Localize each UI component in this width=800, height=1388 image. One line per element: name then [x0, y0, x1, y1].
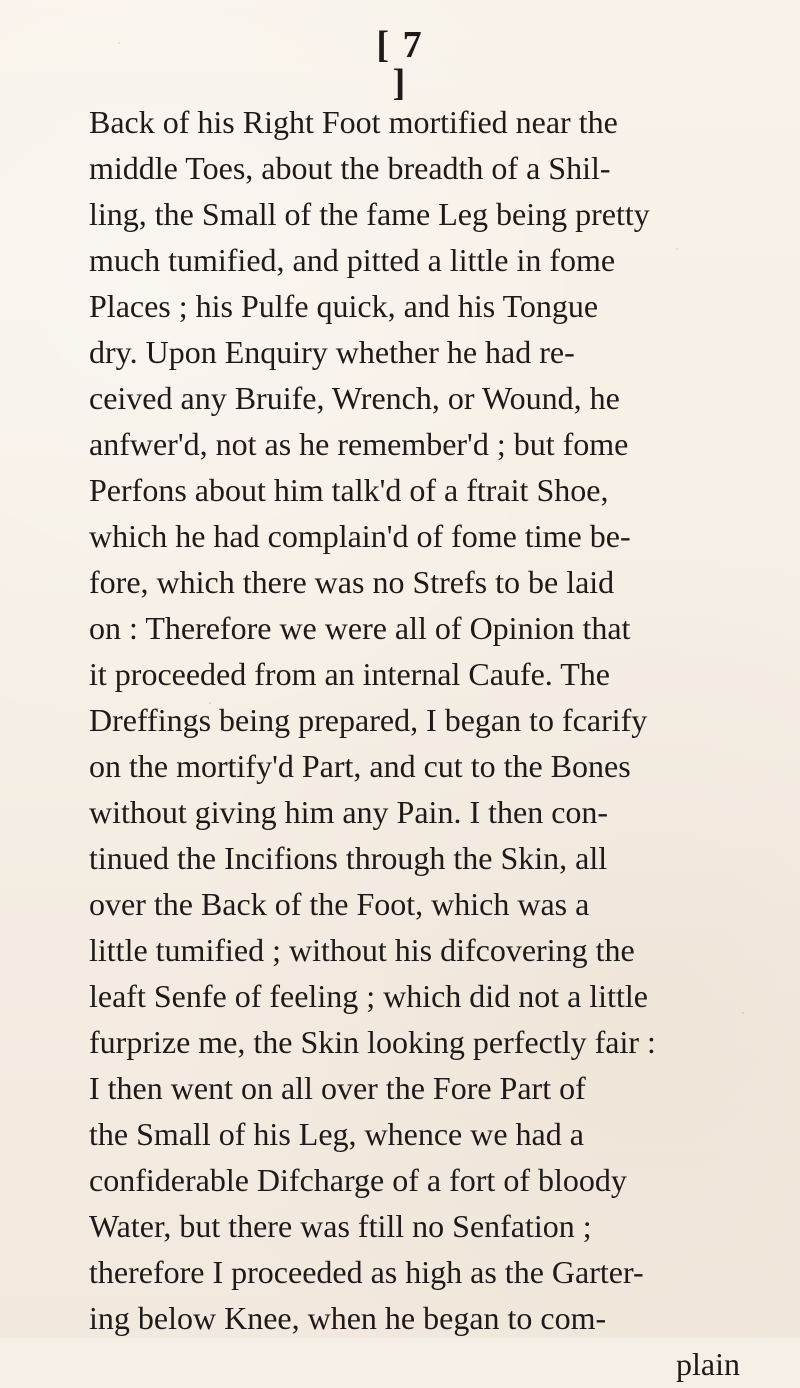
text-line-28: plain: [676, 1346, 740, 1382]
page-number: [ 7 ]: [376, 24, 424, 104]
text-line-22: I then went on all over the Fore Part of: [89, 1070, 586, 1106]
text-line-12: on : Therefore we were all of Opinion that: [89, 610, 631, 646]
text-line-3: ling, the Small of the fame Leg being pretty: [89, 196, 650, 232]
text-line-10: which he had complain'd of fome time be-: [89, 518, 631, 554]
text-line-13: it proceeded from an internal Caufe. The: [89, 656, 610, 692]
paper-speck: [118, 42, 120, 44]
text-line-17: tinued the Incifions through the Skin, all: [89, 840, 608, 876]
paper-speck: [548, 160, 550, 162]
text-line-18: over the Back of the Foot, which was a: [89, 886, 590, 922]
paper-speck: [514, 1178, 516, 1180]
text-line-25: Water, but there was ftill no Senfation ;: [89, 1208, 592, 1244]
text-line-24: confiderable Difcharge of a fort of bloody: [89, 1162, 627, 1198]
text-line-6: dry. Upon Enquiry whether he had re-: [89, 334, 575, 370]
text-line-11: fore, which there was no Strefs to be laid: [89, 564, 615, 600]
text-line-5: Places ; his Pulfe quick, and his Tongue: [89, 288, 599, 324]
text-line-27: ing below Knee, when he began to com-: [89, 1300, 607, 1336]
text-line-8: anfwer'd, not as he remember'd ; but fome: [89, 426, 629, 462]
text-line-14: Dreffings being prepared, I began to fcarify: [89, 702, 648, 738]
paper-speck: [742, 1012, 744, 1014]
text-line-21: furprize me, the Skin looking perfectly fair :: [89, 1024, 656, 1060]
text-line-4: much tumified, and pitted a little in fome: [89, 242, 616, 278]
text-line-16: without giving him any Pain. I then con-: [89, 794, 609, 830]
paper-speck: [676, 248, 678, 250]
text-line-1: Back of his Right Foot mortified near the: [89, 104, 618, 140]
text-line-2: middle Toes, about the breadth of a Shil-: [89, 150, 611, 186]
text-line-26: therefore I proceeded as high as the Garter-: [89, 1254, 644, 1290]
text-line-19: little tumified ; without his difcovering the: [89, 932, 635, 968]
text-line-9: Perfons about him talk'd of a ftrait Shoe,: [89, 472, 609, 508]
text-line-15: on the mortify'd Part, and cut to the Bones: [89, 748, 631, 784]
text-line-7: ceived any Bruife, Wrench, or Wound, he: [89, 380, 620, 416]
paper-speck: [209, 702, 211, 704]
text-line-20: leaft Senfe of feeling ; which did not a little: [89, 978, 648, 1014]
text-line-23: the Small of his Leg, whence we had a: [89, 1116, 584, 1152]
